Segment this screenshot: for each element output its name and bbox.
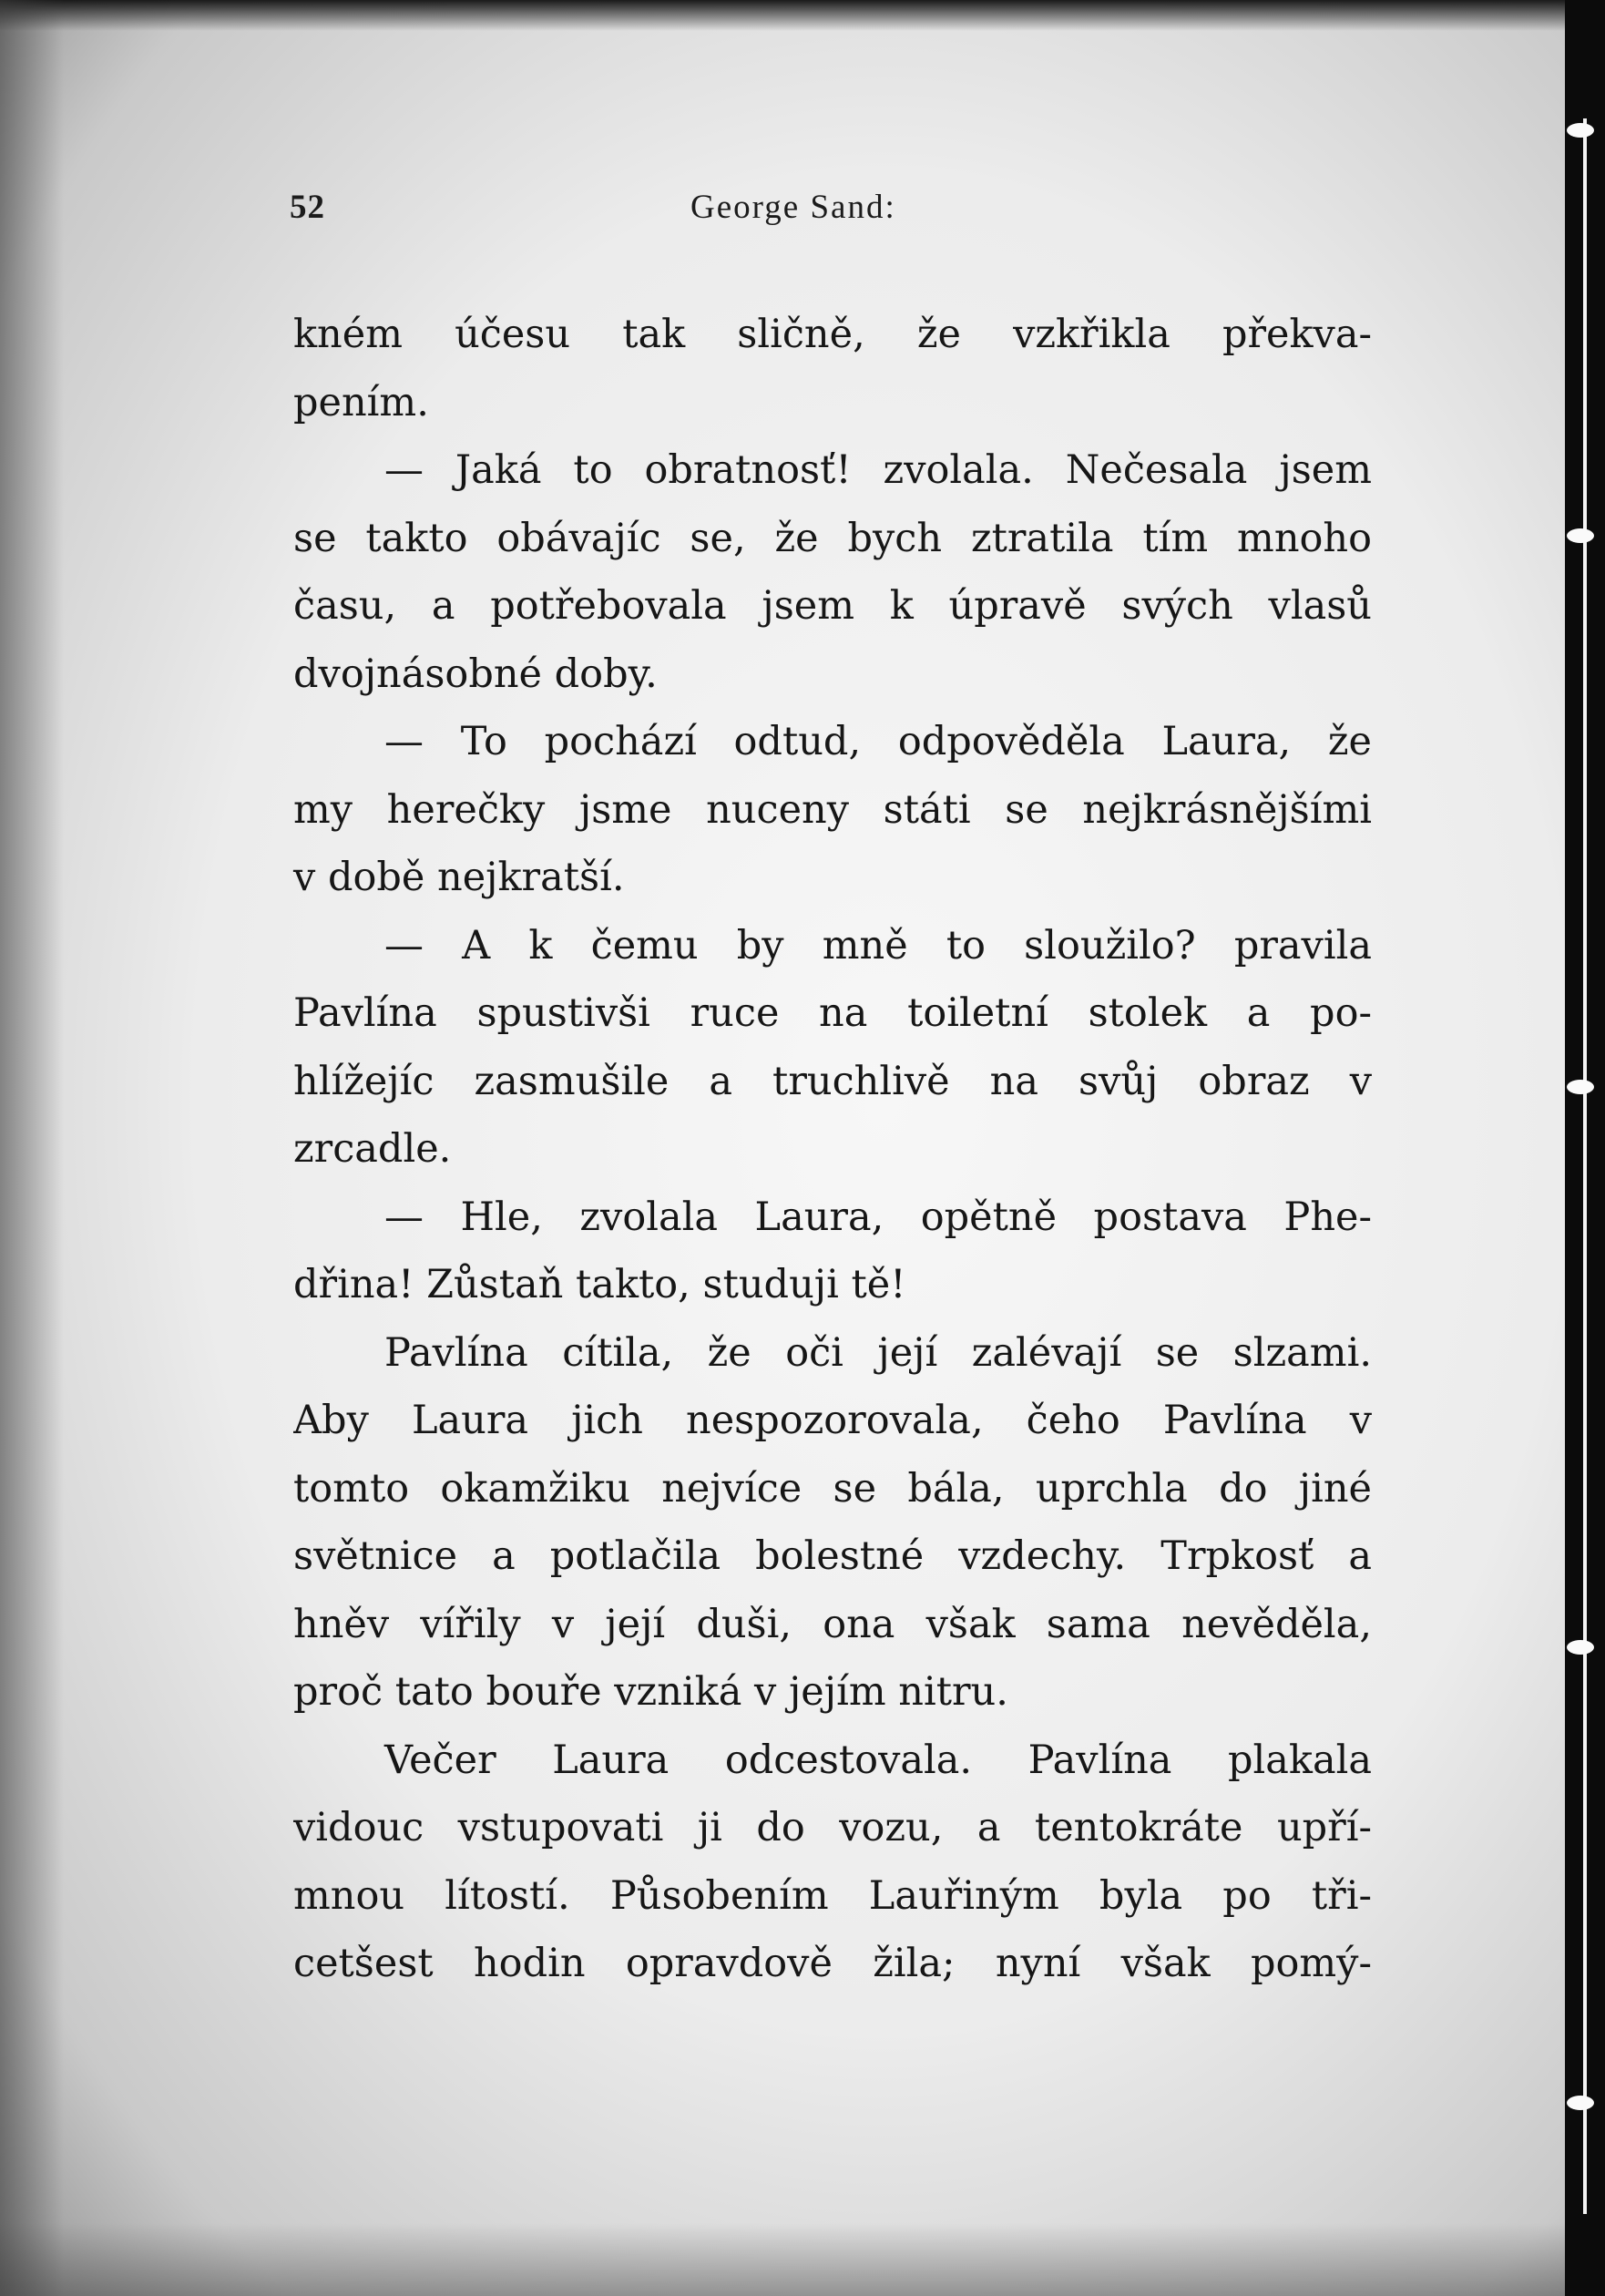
text-line: světnice a potlačila bolestné vzdechy. Trpkosť a: [293, 1533, 1372, 1579]
text-line: — To pochází odtud, odpověděla Laura, že: [384, 719, 1372, 764]
text-line: mnou lítostí. Působením Lauřiným byla po tři-: [293, 1872, 1372, 1919]
text-line: v době nejkratší.: [293, 855, 625, 900]
text-line: pením.: [293, 379, 429, 425]
binding-mark: [1567, 528, 1594, 543]
scan-top-edge: [0, 0, 1605, 31]
text-line: Večer Laura odcestovala. Pavlína plakala: [384, 1737, 1372, 1783]
binding-mark: [1567, 1080, 1594, 1094]
scan-left-shadow: [0, 0, 64, 2296]
text-line: dřina! Zůstaň takto, studuji tě!: [293, 1262, 906, 1307]
text-line: kném účesu tak sličně, že vzkřikla překva-: [293, 312, 1372, 357]
text-line: tomto okamžiku nejvíce se bála, uprchla do jiné: [293, 1465, 1372, 1512]
text-line: vidouc vstupovati ji do vozu, a tentokráte upří-: [293, 1805, 1372, 1850]
text-line: my herečky jsme nuceny státi se nejkrásnějšími: [293, 786, 1372, 833]
scan-bottom-shadow: [0, 2223, 1605, 2296]
text-line: hněv vířily v její duši, ona však sama nevěděla,: [293, 1601, 1372, 1647]
text-line: se takto obávajíc se, že bych ztratila tím mnoho: [293, 515, 1372, 561]
text-line: hlížejíc zasmušile a truchlivě na svůj obraz v: [293, 1058, 1372, 1104]
body-text: [293, 301, 1372, 1998]
text-line: proč tato bouře vzniká v jejím nitru.: [293, 1669, 1008, 1715]
page-number: 52: [290, 189, 325, 226]
text-line: Aby Laura jich nespozorovala, čeho Pavlína v: [293, 1398, 1372, 1443]
running-head: George Sand:: [690, 189, 896, 226]
text-line: — Hle, zvolala Laura, opětně postava Phe-: [384, 1194, 1372, 1240]
text-line: Pavlína cítila, že oči její zalévají se slzami.: [384, 1329, 1372, 1376]
text-line: — Jaká to obratnosť! zvolala. Nečesala jsem: [384, 447, 1372, 493]
text-line: Pavlína spustivši ruce na toiletní stolek a po-: [293, 990, 1372, 1036]
text-line: — A k čemu by mně to sloužilo? pravila: [384, 922, 1372, 969]
page-header: [290, 188, 946, 233]
text-line: dvojnásobné doby.: [293, 651, 658, 697]
binding-mark: [1567, 123, 1594, 138]
text-line: cetšest hodin opravdově žila; nyní však pomý-: [293, 1941, 1372, 1986]
binding-mark: [1567, 1640, 1594, 1655]
binding-edge-line: [1583, 118, 1587, 2214]
binding-mark: [1567, 2096, 1594, 2110]
text-line: času, a potřebovala jsem k úpravě svých vlasů: [293, 583, 1372, 629]
text-line: zrcadle.: [293, 1126, 452, 1172]
